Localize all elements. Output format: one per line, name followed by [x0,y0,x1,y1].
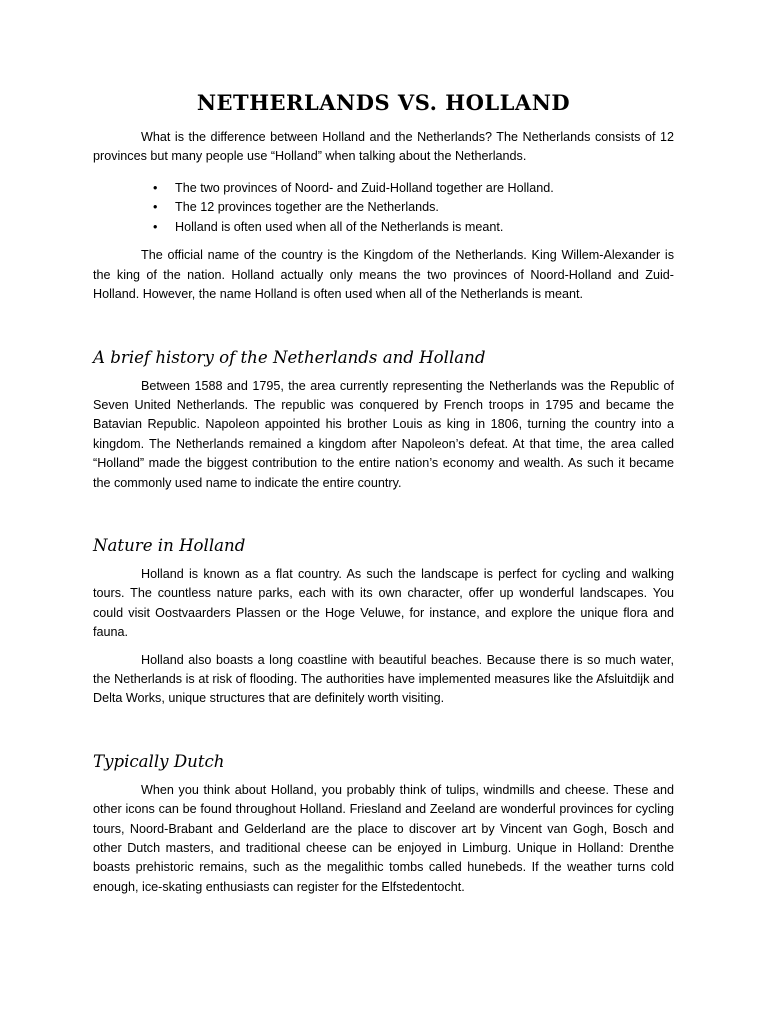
bullet-icon: • [153,200,158,215]
bullet-text: The 12 provinces together are the Netherlands. [175,200,439,215]
heading-spacer [93,557,674,565]
document-title: NETHERLANDS VS. HOLLAND [196,90,571,115]
typically-dutch-paragraph: When you think about Holland, you probably think of tulips, windmills and cheese. These and other icons can be found throughout Holland. Friesland and Zeeland are wonderful provinces for cycling tours, Noord-Brabant and Gelderland are the place to discover art by Vincent van Gogh, Bosch and other Dutch masters, and traditional cheese can be enjoyed in Limburg. Unique in Holland: Drenthe boasts prehistoric remains, such as the megalithic tombs called hunebeds. If the weather turns cold enough, ice-skating enthusiasts can register for the Elfstedentocht. [93,782,674,894]
nature-paragraph-1: Holland is known as a flat country. As such the landscape is perfect for cycling and walking tours. The countless nature parks, each with its own character, offer up wonderful landscapes. You could visit Oostvaarders Plassen or the Hoge Veluwe, for instance, and explore the unique flora and fauna. [93,566,674,640]
history-paragraph: Between 1588 and 1795, the area currently representing the Netherlands was the Republic of Seven United Netherlands. The republic was conquered by French troops in 1795 and became the Batavian Republic. Napoleon appointed his brother Louis as king in 1806, turning the country into a kingdom. The Netherlands remained a kingdom after Napoleon’s defeat. At that time, the area called “Holland” made the biggest contribution to the entire nation’s economy and wealth. As such it became the commonly used name to indicate the entire country. [93,378,674,490]
bullet-item [153,218,674,238]
section-spacer [93,493,674,535]
section-heading-nature: Nature in Holland [93,535,246,555]
bullet-item [153,198,674,218]
bullet-item [153,179,674,199]
paragraph-spacer [93,643,674,651]
intro-paragraph: What is the difference between Holland and the Netherlands? The Netherlands consists of 12 provinces but many people use “Holland” when talking about the Netherlands. [93,130,674,164]
bullet-icon: • [153,219,158,234]
section-spacer [93,305,674,347]
bullet-icon: • [153,180,158,195]
document-page [93,88,674,897]
bullet-text: Holland is often used when all of the Netherlands is meant. [175,219,504,234]
heading-spacer [93,773,674,781]
bullet-list [93,179,674,238]
section-heading-typically-dutch: Typically Dutch [93,751,225,771]
official-name-paragraph: The official name of the country is the Kingdom of the Netherlands. King Willem-Alexander is the king of the nation. Holland actually only means the two provinces of Noord-Holland and Zuid-Holland. However, the name Holland is often used when all of the Netherlands is meant. [93,248,674,302]
heading-spacer [93,369,674,377]
section-heading-history: A brief history of the Netherlands and Holland [93,347,486,367]
nature-paragraph-2: Holland also boasts a long coastline with beautiful beaches. Because there is so much water, the Netherlands is at risk of flooding. The authorities have implemented measures like the Afsluitdijk and Delta Works, unique structures that are definitely worth visiting. [93,652,674,706]
bullet-text: The two provinces of Noord- and Zuid-Holland together are Holland. [175,180,554,195]
section-spacer [93,709,674,751]
